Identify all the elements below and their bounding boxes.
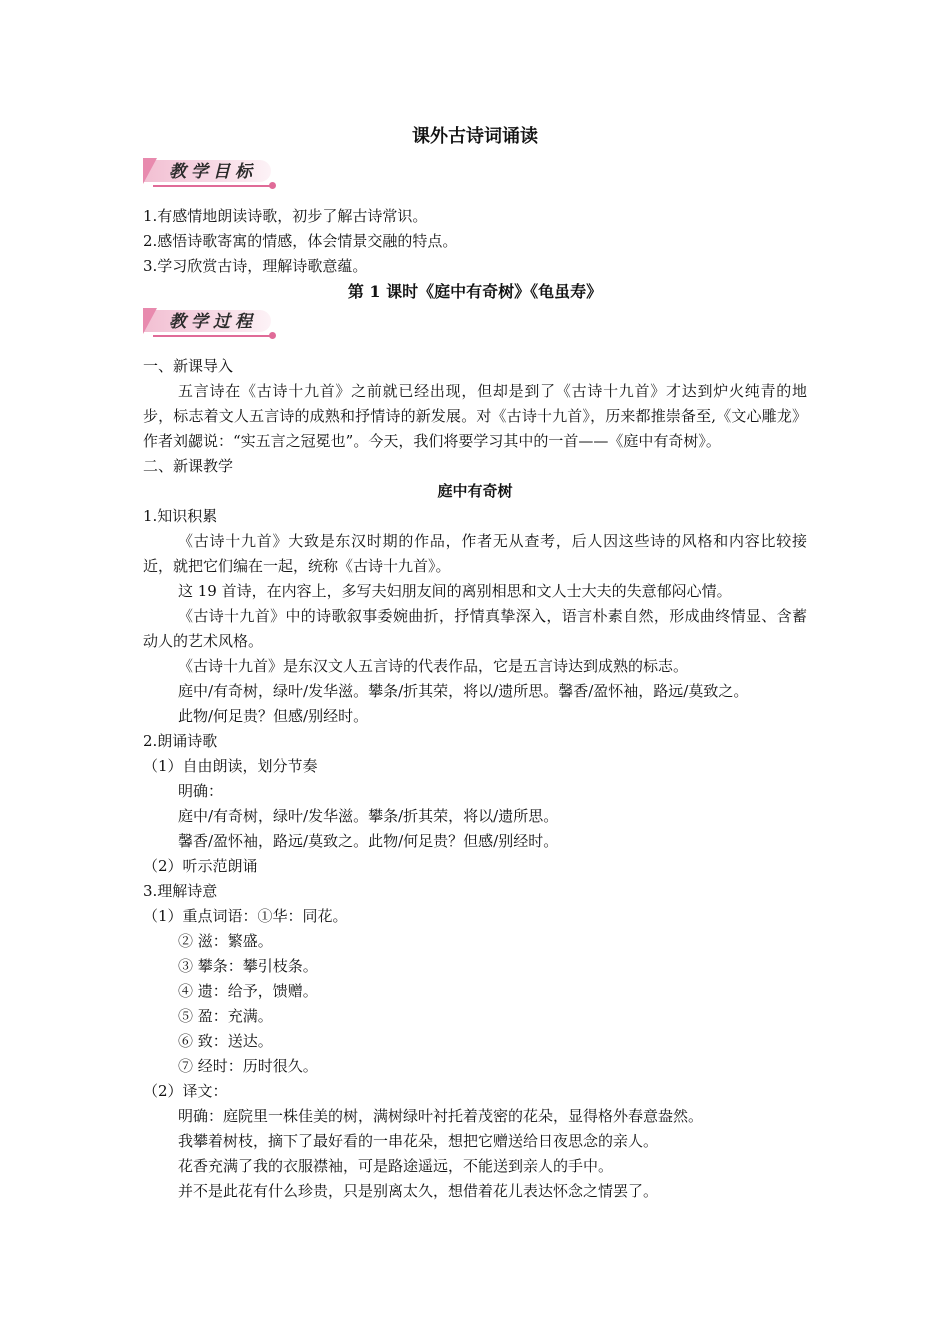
recite-answer-label: 明确：: [178, 782, 224, 800]
vocab-item: ③ 攀条：攀引枝条。: [178, 957, 318, 975]
goals-badge: [143, 154, 283, 190]
translation-line: 花香充满了我的衣服襟袖，可是路途遥远，不能送到亲人的手中。: [178, 1157, 614, 1175]
vocab-item: ④ 遗：给予，馈赠。: [178, 982, 318, 1000]
poem-rhythm-line-1: 庭中/有奇树，绿叶/发华滋。攀条/折其荣，将以/遗所思。馨香/盈怀袖，路远/莫致之。: [178, 682, 749, 700]
knowledge-paragraph-4: 《古诗十九首》是东汉文人五言诗的代表作品，它是五言诗达到成熟的标志。: [178, 657, 689, 675]
vocab-heading: （1）重点词语：①华：同花。: [143, 907, 348, 925]
process-badge-label: 教学过程: [169, 312, 257, 332]
subheading-recite: 2.朗诵诗歌: [143, 732, 218, 750]
intro-paragraph: 五言诗在《古诗十九首》之前就已经出现，但却是到了《古诗十九首》才达到炉火纯青的地步，标志着文人五言诗的成熟和抒情诗的新发展。对《古诗十九首》，历来都推崇备至,《文心雕龙》作者刘勰说：“实五言之冠冕也”。今天，我们将要学习其中的一首——《庭中有奇树》。: [143, 382, 807, 450]
knowledge-paragraph-1: 《古诗十九首》大致是东汉时期的作品，作者无从查考，后人因这些诗的风格和内容比较接近，就把它们编在一起，统称《古诗十九首》。: [143, 532, 807, 575]
knowledge-paragraph-2: 这 19 首诗，在内容上，多写夫妇朋友间的离别相思和文人士大夫的失意郁闷心情。: [178, 582, 732, 600]
knowledge-paragraph-3: 《古诗十九首》中的诗歌叙事委婉曲折，抒情真挚深入，语言朴素自然，形成曲终情显、含蓄动人的艺术风格。: [143, 607, 807, 650]
document-page: [143, 120, 807, 1204]
poem-title: 庭中有奇树: [437, 482, 513, 500]
recite-step-2: （2）听示范朗诵: [143, 857, 258, 875]
process-badge: [143, 304, 283, 340]
lesson-title: 第 1 课时《庭中有奇树》《龟虽寿》: [347, 282, 603, 301]
section-heading-teaching: 二、新课教学: [143, 457, 234, 475]
vocab-item: ② 滋：繁盛。: [178, 932, 273, 950]
vocab-item: ⑦ 经时：历时很久。: [178, 1057, 318, 1075]
goal-item-2: 2.感悟诗歌寄寓的情感，体会情景交融的特点。: [143, 232, 458, 250]
vocab-item: ⑥ 致：送达。: [178, 1032, 273, 1050]
recite-step-1: （1）自由朗读，划分节奏: [143, 757, 318, 775]
translation-line: 我攀着树枝，摘下了最好看的一串花朵，想把它赠送给日夜思念的亲人。: [178, 1132, 659, 1150]
poem-rhythm-line-2: 此物/何足贵？但感/别经时。: [178, 707, 369, 725]
subheading-meaning: 3.理解诗意: [143, 882, 218, 900]
translation-heading: （2）译文：: [143, 1082, 228, 1100]
vocab-item: ⑤ 盈：充满。: [178, 1007, 273, 1025]
translation-line: 明确：庭院里一株佳美的树，满树绿叶衬托着茂密的花朵，显得格外春意盎然。: [178, 1107, 704, 1125]
subheading-knowledge: 1.知识积累: [143, 507, 218, 525]
goal-item-3: 3.学习欣赏古诗，理解诗歌意蕴。: [143, 257, 368, 275]
translation-line: 并不是此花有什么珍贵，只是别离太久，想借着花儿表达怀念之情罢了。: [178, 1182, 659, 1200]
goals-badge-label: 教学目标: [169, 162, 257, 182]
recite-line-1: 庭中/有奇树，绿叶/发华滋。攀条/折其荣，将以/遗所思。: [178, 807, 559, 825]
goal-item-1: 1.有感情地朗读诗歌，初步了解古诗常识。: [143, 207, 428, 225]
recite-line-2: 馨香/盈怀袖，路远/莫致之。此物/何足贵？但感/别经时。: [178, 832, 559, 850]
document-title: 课外古诗词诵读: [412, 126, 538, 147]
section-heading-intro: 一、新课导入: [143, 357, 234, 375]
